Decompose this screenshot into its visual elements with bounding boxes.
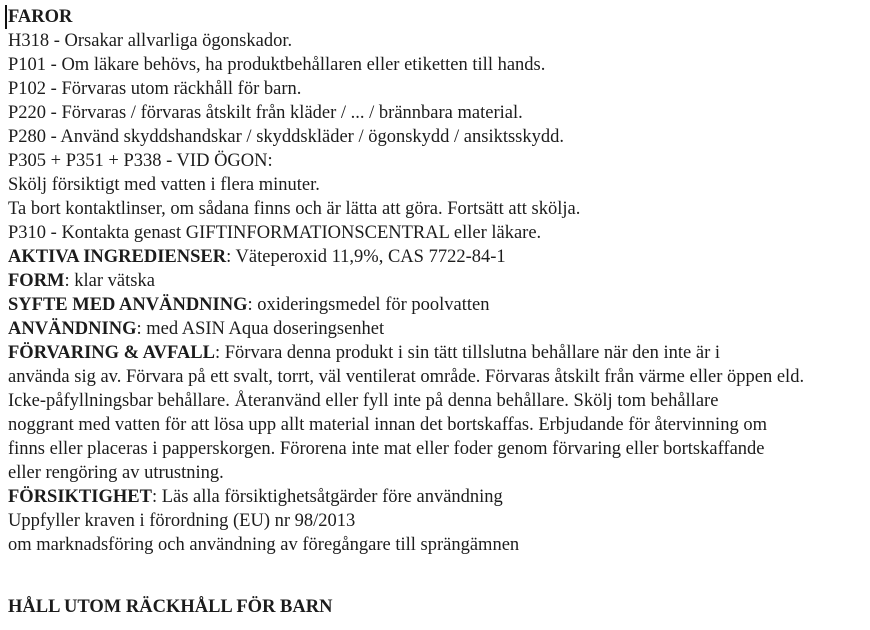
line-regular-text: Icke-påfyllningsbar behållare. Återanvänd eller fyll inte på denna behållare. Skölj tom behållare — [8, 391, 719, 411]
document-line — [8, 485, 864, 509]
line-regular-text: : Väteperoxid 11,9%, CAS 7722-84-1 — [226, 247, 506, 267]
document-line — [8, 221, 864, 245]
line-regular-text: noggrant med vatten för att lösa upp allt material innan det bortskaffas. Erbjudande för återvinning om — [8, 415, 767, 435]
document-line — [8, 197, 864, 221]
document-line — [8, 29, 864, 53]
document-line — [8, 595, 864, 619]
document-line — [8, 245, 864, 269]
document-line — [8, 269, 864, 293]
line-regular-text: P220 - Förvaras / förvaras åtskilt från kläder / ... / brännbara material. — [8, 103, 523, 123]
line-bold-text: HÅLL UTOM RÄCKHÅLL FÖR BARN — [8, 597, 333, 617]
line-regular-text: P310 - Kontakta genast GIFTINFORMATIONSCENTRAL eller läkare. — [8, 223, 542, 243]
line-regular-text: : med ASIN Aqua doseringsenhet — [136, 319, 385, 339]
line-regular-text: H318 - Orsakar allvarliga ögonskador. — [8, 31, 293, 51]
line-bold-text: FÖRSIKTIGHET — [8, 487, 152, 507]
document-line — [8, 317, 864, 341]
line-regular-text: använda sig av. Förvara på ett svalt, torrt, väl ventilerat område. Förvaras åtskilt från värme eller öppen eld. — [8, 367, 805, 387]
line-bold-text: FORM — [8, 271, 65, 291]
document-line — [8, 389, 864, 413]
line-regular-text: : Förvara denna produkt i sin tätt tillslutna behållare när den inte är i — [215, 343, 721, 363]
line-regular-text: P280 - Använd skyddshandskar / skyddskläder / ögonskydd / ansiktsskydd. — [8, 127, 565, 147]
document-line — [8, 149, 864, 173]
line-regular-text: Ta bort kontaktlinser, om sådana finns och är lätta att göra. Fortsätt att skölja. — [8, 199, 581, 219]
line-regular-text: : Läs alla försiktighetsåtgärder före användning — [151, 487, 503, 507]
line-regular-text: Skölj försiktigt med vatten i flera minuter. — [8, 175, 320, 195]
document-line — [8, 101, 864, 125]
document-line — [8, 509, 864, 533]
document-line — [8, 293, 864, 317]
line-regular-text: finns eller placeras i papperskorgen. Förorena inte mat eller foder genom förvaring eller bortskaffande — [8, 439, 765, 459]
line-regular-text: P305 + P351 + P338 - VID ÖGON: — [8, 151, 273, 171]
document-line — [8, 533, 864, 557]
document-line — [8, 173, 864, 197]
line-regular-text: : oxideringsmedel för poolvatten — [247, 295, 490, 315]
document-body — [8, 5, 864, 619]
line-bold-text: AKTIVA INGREDIENSER — [8, 247, 227, 267]
document-line — [8, 437, 864, 461]
document-line — [8, 125, 864, 149]
document-line — [8, 77, 864, 101]
line-regular-text: Uppfyller kraven i förordning (EU) nr 98/2013 — [8, 511, 356, 531]
line-bold-text: SYFTE MED ANVÄNDNING — [8, 295, 248, 315]
document-line — [8, 557, 864, 581]
document-line — [8, 461, 864, 485]
line-bold-text: ANVÄNDNING — [8, 319, 137, 339]
line-regular-text: om marknadsföring och användning av föregångare till sprängämnen — [8, 535, 520, 555]
document-line — [8, 53, 864, 77]
line-regular-text: P101 - Om läkare behövs, ha produktbehållaren eller etiketten till hands. — [8, 55, 546, 75]
line-regular-text: P102 - Förvaras utom räckhåll för barn. — [8, 79, 302, 99]
line-regular-text: : klar vätska — [64, 271, 155, 291]
line-bold-text: FÖRVARING & AVFALL — [8, 343, 215, 363]
document-line — [8, 341, 864, 365]
line-bold-text: FAROR — [8, 7, 73, 27]
document-line — [8, 413, 864, 437]
document-line — [8, 365, 864, 389]
line-regular-text: eller rengöring av utrustning. — [8, 463, 224, 483]
document-line — [8, 5, 864, 29]
text-caret — [5, 5, 7, 29]
